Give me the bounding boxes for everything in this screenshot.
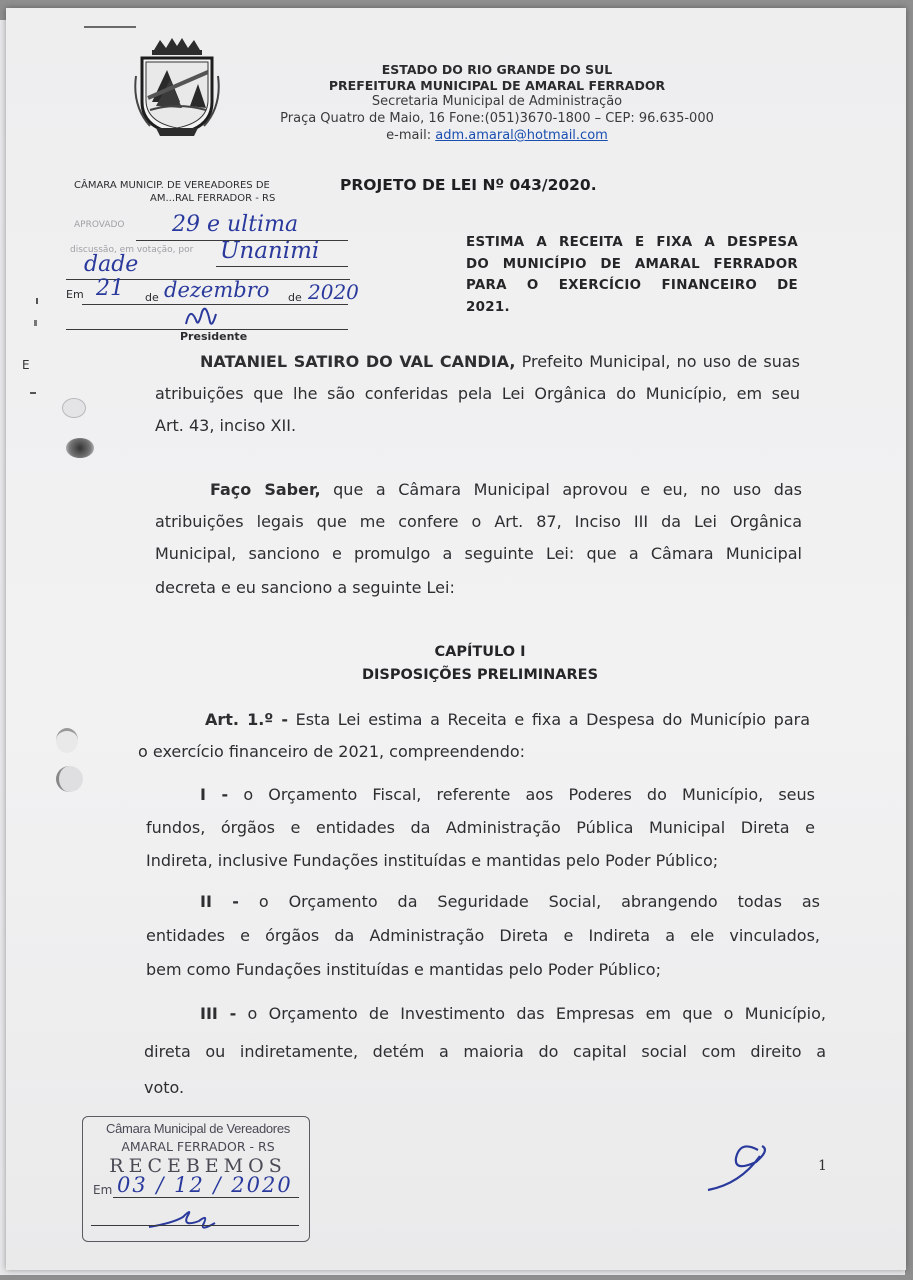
item3-line-2: direta ou indiretamente, detém a maioria do capital social com direito a <box>144 1042 826 1061</box>
bill-summary <box>466 232 798 318</box>
page-initial-signature-icon <box>700 1140 780 1196</box>
art1-label: Art. 1.º - <box>205 710 289 729</box>
faco-saber-label: Faço Saber, <box>210 480 321 499</box>
item2-text: o Orçamento da Seguridade Social, abrangendo todas as <box>238 892 820 911</box>
preamble-text: Prefeito Municipal, no uso de suas <box>515 352 801 371</box>
municipal-crest-icon <box>132 36 222 138</box>
stamp-president-label: Presidente <box>180 330 248 343</box>
punch-hole <box>62 398 86 418</box>
email-label: e-mail: <box>386 128 436 143</box>
page-number: 1 <box>818 1158 827 1174</box>
stamp-de-label: de <box>145 291 159 304</box>
received-signature-icon <box>143 1203 233 1233</box>
stamp-month: dezembro <box>164 278 270 302</box>
stamp-approved-handwriting: 29 e ultima <box>172 212 299 237</box>
punch-hole <box>56 766 83 792</box>
stamp-approved-label: APROVADO <box>74 220 125 230</box>
margin-tick <box>36 298 38 304</box>
item2-line-3: bem como Fundações instituídas e mantidas pelo Poder Público; <box>146 960 661 979</box>
chapter-title: DISPOSIÇÕES PRELIMINARES <box>361 667 599 683</box>
item1-text: o Orçamento Fiscal, referente aos Poderes do Município, seus <box>228 785 815 804</box>
art1-line-1 <box>205 704 810 736</box>
item1-line-1 <box>200 779 815 811</box>
received-stamp-em-label: Em <box>93 1183 113 1197</box>
item3-line-3: voto. <box>144 1078 185 1097</box>
header-secretariat: Secretaria Municipal de Administração <box>371 94 623 109</box>
art1-text: Esta Lei estima a Receita e fixa a Despesa do Município para <box>288 710 811 729</box>
stamp-chamber-city: AM...RAL FERRADOR - RS <box>150 193 276 204</box>
item1-label: I - <box>200 785 229 804</box>
president-signature-icon <box>180 302 220 330</box>
stamp-vote-handwriting-1: Unanimi <box>220 238 320 264</box>
header-email-line <box>250 128 744 143</box>
received-stamp-city: AMARAL FERRADOR - RS <box>121 1139 275 1154</box>
preamble-line-1 <box>200 346 800 378</box>
bill-summary-line: ESTIMA A RECEITA E FIXA A DESPESA <box>466 235 798 250</box>
stamp-chamber-name: CÂMARA MUNICIP. DE VEREADORES DE <box>74 180 270 191</box>
punch-hole <box>56 728 78 753</box>
art1-line-2: o exercício financeiro de 2021, compreendendo: <box>138 742 526 761</box>
received-stamp-chamber: Câmara Municipal de Vereadores <box>106 1121 290 1136</box>
stamp-year: 2020 <box>308 280 359 304</box>
margin-mark: E <box>22 358 30 372</box>
faco-line-1 <box>210 474 802 506</box>
top-edge-mark <box>84 26 136 28</box>
received-stamp <box>82 1116 310 1242</box>
item1-line-2: fundos, órgãos e entidades da Administração Pública Municipal Direta e <box>146 818 815 837</box>
received-stamp-title: RECEBEMOS <box>109 1155 287 1177</box>
faco-line-4: decreta e eu sanciono a seguinte Lei: <box>155 578 455 597</box>
header-address: Praça Quatro de Maio, 16 Fone:(051)3670-1800 – CEP: 96.635-000 <box>280 111 714 126</box>
stamp-line-2 <box>216 266 348 267</box>
chapter-heading <box>330 641 630 687</box>
stamp-vote-handwriting-2: dade <box>84 252 139 277</box>
preamble-line-2: atribuições que lhe são conferidas pela Lei Orgânica do Município, em seu <box>155 384 800 403</box>
item1-line-3: Indireta, inclusive Fundações instituídas e mantidas pelo Poder Público; <box>146 851 719 870</box>
stamp-de-label-2: de <box>288 291 302 304</box>
email-link[interactable]: adm.amaral@hotmail.com <box>435 128 608 143</box>
bill-summary-line: PARA O EXERCÍCIO FINANCEIRO DE <box>466 278 798 293</box>
received-signature-line <box>91 1225 299 1226</box>
item3-line-1 <box>200 998 826 1030</box>
chapter-number: CAPÍTULO I <box>434 644 526 660</box>
stamp-em-label: Em <box>66 288 84 301</box>
item2-line-2: entidades e órgãos da Administração Direta e Indireta a ele vinculados, <box>146 926 820 945</box>
faco-line-2: atribuições legais que me confere o Art. 87, Inciso III da Lei Orgânica <box>155 512 802 531</box>
stamp-day: 21 <box>96 276 124 301</box>
item3-text: o Orçamento de Investimento das Empresas em que o Município, <box>236 1004 826 1023</box>
margin-tick <box>30 392 36 394</box>
received-date-line <box>113 1197 299 1198</box>
received-stamp-date: 03 / 12 / 2020 <box>117 1173 293 1197</box>
margin-tick <box>34 320 37 326</box>
punch-hole <box>66 438 94 458</box>
faco-line-3: Municipal, sanciono e promulgo a seguinte Lei: que a Câmara Municipal <box>155 544 802 563</box>
item3-label: III - <box>200 1004 237 1023</box>
bill-summary-line: 2021. <box>466 299 510 315</box>
preamble-line-3: Art. 43, inciso XII. <box>155 416 297 435</box>
bill-summary-line: DO MUNICÍPIO DE AMARAL FERRADOR <box>466 256 798 272</box>
stamp-discussion-label: discussão, em votação, por <box>70 245 194 255</box>
header-prefecture: PREFEITURA MUNICIPAL DE AMARAL FERRADOR <box>328 78 666 93</box>
header-state: ESTADO DO RIO GRANDE DO SUL <box>381 62 613 77</box>
mayor-name: NATANIEL SATIRO DO VAL CANDIA, <box>200 352 516 371</box>
faco-text: que a Câmara Municipal aprovou e eu, no uso das <box>320 480 803 499</box>
item2-label: II - <box>200 892 239 911</box>
item2-line-1 <box>200 886 820 918</box>
bill-title: PROJETO DE LEI Nº 043/2020. <box>340 176 597 194</box>
